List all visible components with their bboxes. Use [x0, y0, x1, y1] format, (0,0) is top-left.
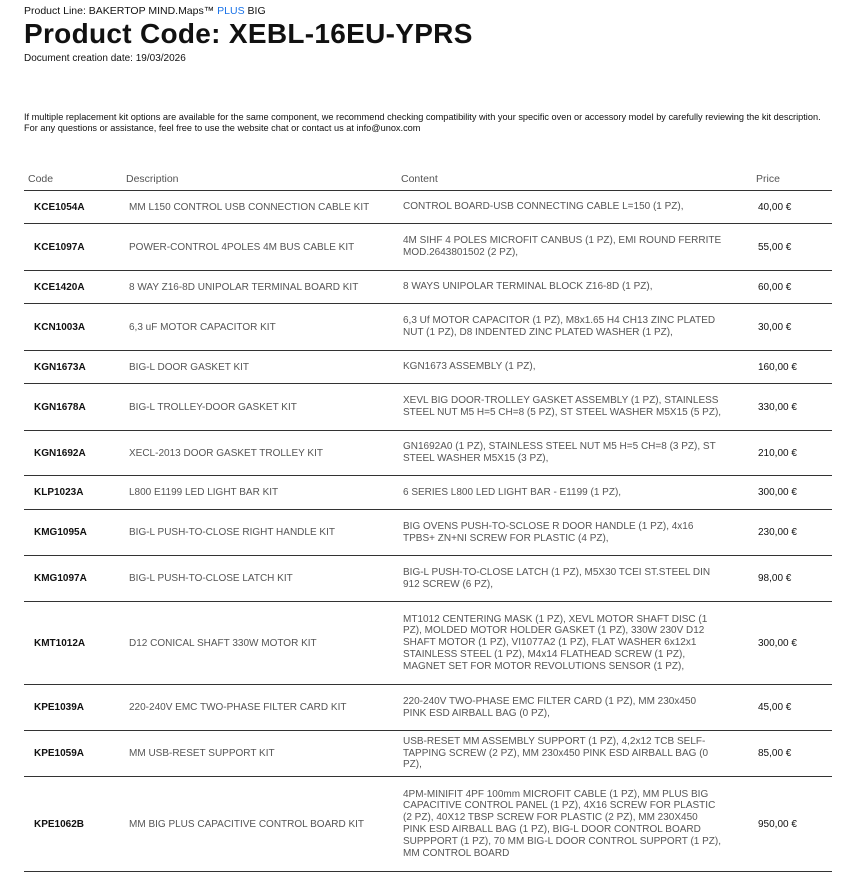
row-description: 6,3 uF MOTOR CAPACITOR KIT [122, 304, 397, 351]
product-line [24, 5, 266, 17]
row-code: KGN1678A [24, 384, 122, 431]
row-description: MM BIG PLUS CAPACITIVE CONTROL BOARD KIT [122, 777, 397, 872]
row-description: MM USB-RESET SUPPORT KIT [122, 731, 397, 777]
row-price: 300,00 € [752, 476, 832, 510]
row-price: 45,00 € [752, 685, 832, 731]
column-header-content: Content [397, 168, 752, 191]
row-description: MM L150 CONTROL USB CONNECTION CABLE KIT [122, 191, 397, 224]
table-row [24, 685, 832, 731]
page-title: Product Code: XEBL-16EU-YPRS [24, 18, 473, 49]
notice-line-2: For any questions or assistance, feel free to use the website chat or contact us at info@unox.com [24, 122, 421, 133]
row-content: CONTROL BOARD-USB CONNECTING CABLE L=150 (1 PZ), [397, 191, 752, 224]
row-description: BIG-L PUSH-TO-CLOSE LATCH KIT [122, 556, 397, 602]
row-price: 30,00 € [752, 304, 832, 351]
row-code: KGN1673A [24, 351, 122, 384]
row-content: 220-240V TWO-PHASE EMC FILTER CARD (1 PZ), MM 230x450 PINK ESD AIRBALL BAG (0 PZ), [397, 685, 752, 731]
row-code: KLP1023A [24, 476, 122, 510]
table-row [24, 602, 832, 685]
document-date: Document creation date: 19/03/2026 [24, 53, 186, 64]
table-row [24, 384, 832, 431]
row-description: BIG-L TROLLEY-DOOR GASKET KIT [122, 384, 397, 431]
table-row [24, 556, 832, 602]
table-row [24, 777, 832, 872]
row-code: KPE1062B [24, 777, 122, 872]
row-price: 55,00 € [752, 224, 832, 271]
row-code: KCE1097A [24, 224, 122, 271]
row-code: KMT1012A [24, 602, 122, 685]
row-content: 4M SIHF 4 POLES MICROFIT CANBUS (1 PZ), EMI ROUND FERRITE MOD.2643801502 (2 PZ), [397, 224, 752, 271]
row-code: KCE1054A [24, 191, 122, 224]
row-description: POWER-CONTROL 4POLES 4M BUS CABLE KIT [122, 224, 397, 271]
row-code: KCE1420A [24, 271, 122, 304]
row-price: 160,00 € [752, 351, 832, 384]
row-content: MT1012 CENTERING MASK (1 PZ), XEVL MOTOR SHAFT DISC (1 PZ), MOLDED MOTOR HOLDER GASKET (1 PZ), 330W 230V D12 SHAFT MOTOR (1 PZ), VI1077A2 (1 PZ), FLAT WASHER 6x12x1 STAINLESS STEEL (1 PZ), M4x14 FLATHEAD SCREW (1 PZ), MAGNET SET FOR MOTOR REVOLUTIONS SENSOR (1 PZ), [397, 602, 752, 685]
product-line-plus: PLUS [217, 5, 245, 17]
row-content: 6 SERIES L800 LED LIGHT BAR - E1199 (1 PZ), [397, 476, 752, 510]
row-description: 220-240V EMC TWO-PHASE FILTER CARD KIT [122, 685, 397, 731]
row-price: 950,00 € [752, 777, 832, 872]
row-content: 4PM-MINIFIT 4PF 100mm MICROFIT CABLE (1 PZ), MM PLUS BIG CAPACITIVE CONTROL PANEL (1 PZ), 4X16 SCREW FOR PLASTIC (2 PZ), 40X12 TBSP SCREW FOR PLASTIC (2 PZ), MM 230X450 PINK ESD AIRBALL BAG (1 PZ), BIG-L DOOR CONTROL BOARD SUPPPORT (1 PZ), 70 MM BIG-L DOOR CONTROL SUPPORT (1 PZ), MM CONTROL BOARD [397, 777, 752, 872]
row-price: 330,00 € [752, 384, 832, 431]
row-code: KPE1039A [24, 685, 122, 731]
row-content: 8 WAYS UNIPOLAR TERMINAL BLOCK Z16-8D (1 PZ), [397, 271, 752, 304]
row-description: BIG-L PUSH-TO-CLOSE RIGHT HANDLE KIT [122, 510, 397, 556]
row-description: L800 E1199 LED LIGHT BAR KIT [122, 476, 397, 510]
row-price: 210,00 € [752, 431, 832, 476]
table-row [24, 510, 832, 556]
row-content: BIG-L PUSH-TO-CLOSE LATCH (1 PZ), M5X30 TCEI ST.STEEL DIN 912 SCREW (6 PZ), [397, 556, 752, 602]
table-header-row [24, 168, 832, 191]
row-description: XECL-2013 DOOR GASKET TROLLEY KIT [122, 431, 397, 476]
column-header-code: Code [24, 168, 122, 191]
column-header-price: Price [752, 168, 832, 191]
table-row [24, 191, 832, 224]
row-code: KPE1059A [24, 731, 122, 777]
column-header-description: Description [122, 168, 397, 191]
product-line-prefix: Product Line: BAKERTOP MIND.Maps™ [24, 5, 215, 17]
table-row [24, 351, 832, 384]
row-price: 85,00 € [752, 731, 832, 777]
table-row [24, 304, 832, 351]
table-row [24, 224, 832, 271]
row-code: KCN1003A [24, 304, 122, 351]
row-description: D12 CONICAL SHAFT 330W MOTOR KIT [122, 602, 397, 685]
row-price: 98,00 € [752, 556, 832, 602]
notice-line-1: If multiple replacement kit options are available for the same component, we recommend checking compatibility with your specific oven or accessory model by carefully reviewing the kit description. [24, 112, 821, 122]
row-price: 300,00 € [752, 602, 832, 685]
row-content: 6,3 Uf MOTOR CAPACITOR (1 PZ), M8x1.65 H4 CH13 ZINC PLATED NUT (1 PZ), D8 INDENTED ZINC PLATED WASHER (1 PZ), [397, 304, 752, 351]
spare-parts-table [24, 168, 832, 872]
row-code: KMG1097A [24, 556, 122, 602]
row-price: 40,00 € [752, 191, 832, 224]
row-price: 230,00 € [752, 510, 832, 556]
row-description: BIG-L DOOR GASKET KIT [122, 351, 397, 384]
notice [24, 112, 834, 133]
table-row [24, 271, 832, 304]
row-content: XEVL BIG DOOR-TROLLEY GASKET ASSEMBLY (1 PZ), STAINLESS STEEL NUT M5 H=5 CH=8 (5 PZ), ST STEEL WASHER M5X15 (5 PZ), [397, 384, 752, 431]
row-description: 8 WAY Z16-8D UNIPOLAR TERMINAL BOARD KIT [122, 271, 397, 304]
product-line-suffix: BIG [247, 5, 266, 17]
row-code: KGN1692A [24, 431, 122, 476]
row-code: KMG1095A [24, 510, 122, 556]
row-content: BIG OVENS PUSH-TO-SCLOSE R DOOR HANDLE (1 PZ), 4x16 TPBS+ ZN+NI SCREW FOR PLASTIC (4 PZ), [397, 510, 752, 556]
table-row [24, 431, 832, 476]
table-row [24, 731, 832, 777]
row-content: GN1692A0 (1 PZ), STAINLESS STEEL NUT M5 H=5 CH=8 (3 PZ), ST STEEL WASHER M5X15 (3 PZ), [397, 431, 752, 476]
row-price: 60,00 € [752, 271, 832, 304]
table-row [24, 476, 832, 510]
row-content: USB-RESET MM ASSEMBLY SUPPORT (1 PZ), 4,2x12 TCB SELF-TAPPING SCREW (2 PZ), MM 230x450 PINK ESD AIRBALL BAG (0 PZ), [397, 731, 752, 777]
row-content: KGN1673 ASSEMBLY (1 PZ), [397, 351, 752, 384]
